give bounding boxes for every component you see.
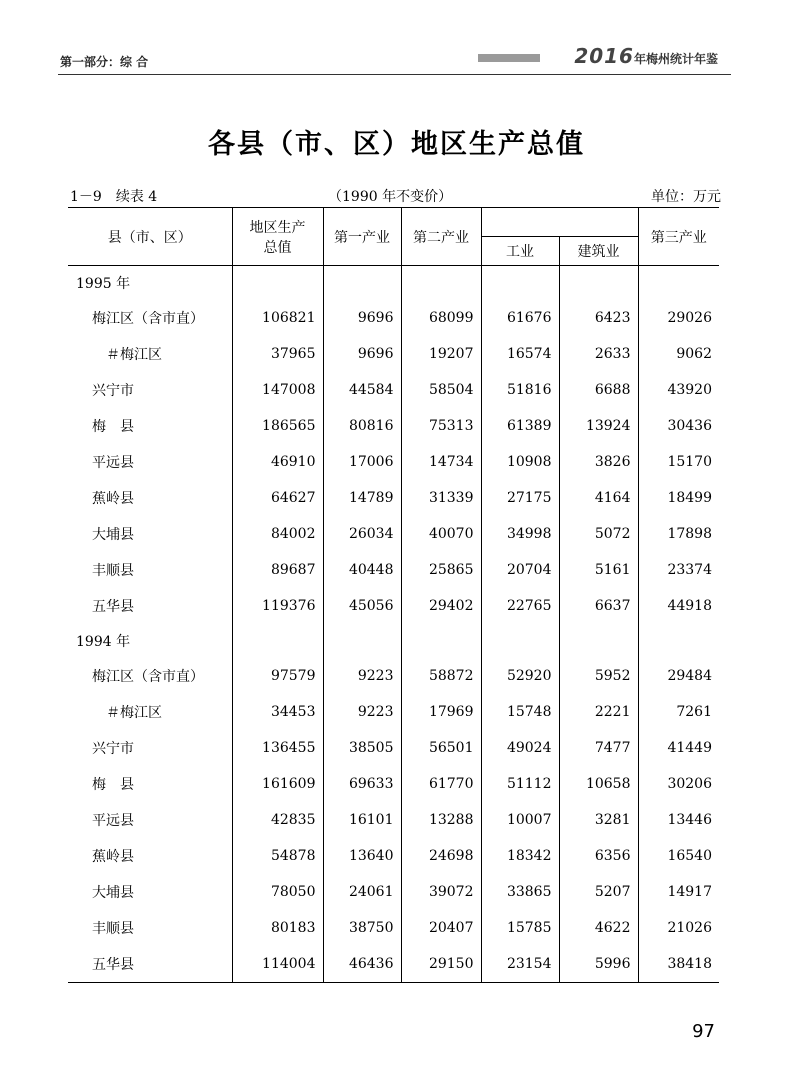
col-county: 县（市、区） — [68, 208, 232, 266]
cell-primary: 26034 — [323, 516, 401, 552]
cell-tertiary: 38418 — [638, 946, 719, 983]
cell-industry: 22765 — [481, 588, 559, 624]
table-row — [68, 946, 719, 983]
cell-primary: 14789 — [323, 480, 401, 516]
row-name: 大埔县 — [92, 527, 134, 543]
table-row — [68, 516, 719, 552]
table-row — [68, 658, 719, 694]
cell-secondary: 39072 — [401, 874, 481, 910]
cell-primary: 13640 — [323, 838, 401, 874]
cell-primary: 46436 — [323, 946, 401, 983]
page-title: 各县（市、区）地区生产总值 — [208, 129, 585, 160]
cell-primary: 80816 — [323, 408, 401, 444]
gdp-table — [68, 207, 719, 983]
cell-construction: 10658 — [559, 766, 638, 802]
cell-gdp: 34453 — [232, 694, 323, 730]
cell-construction: 2221 — [559, 694, 638, 730]
col-secondary: 第二产业 — [401, 208, 481, 266]
cell-tertiary: 29484 — [638, 658, 719, 694]
cell-gdp: 42835 — [232, 802, 323, 838]
cell-tertiary: 14917 — [638, 874, 719, 910]
cell-gdp: 78050 — [232, 874, 323, 910]
row-name: 平远县 — [92, 455, 134, 471]
col-industry: 工业 — [481, 237, 559, 266]
row-name: 蕉岭县 — [92, 849, 134, 865]
cell-primary: 40448 — [323, 552, 401, 588]
cell-construction: 13924 — [559, 408, 638, 444]
row-name: 兴宁市 — [92, 383, 134, 399]
cell-industry: 61389 — [481, 408, 559, 444]
cell-tertiary: 23374 — [638, 552, 719, 588]
cell-construction: 7477 — [559, 730, 638, 766]
cell-industry: 61676 — [481, 300, 559, 336]
cell-tertiary: 13446 — [638, 802, 719, 838]
cell-gdp: 89687 — [232, 552, 323, 588]
cell-industry: 27175 — [481, 480, 559, 516]
cell-primary: 38750 — [323, 910, 401, 946]
cell-construction: 2633 — [559, 336, 638, 372]
row-name: 大埔县 — [92, 885, 134, 901]
table-row — [68, 694, 719, 730]
table-row — [68, 838, 719, 874]
col-gdp-line2: 总值 — [263, 239, 292, 256]
cell-construction: 5072 — [559, 516, 638, 552]
cell-tertiary: 30206 — [638, 766, 719, 802]
col-primary: 第一产业 — [323, 208, 401, 266]
cell-tertiary: 44918 — [638, 588, 719, 624]
row-name: 梅江区（含市直） — [92, 669, 204, 685]
cell-secondary: 58872 — [401, 658, 481, 694]
cell-gdp: 119376 — [232, 588, 323, 624]
page-number: 97 — [692, 1021, 715, 1042]
header-rule — [58, 74, 731, 75]
cell-industry: 18342 — [481, 838, 559, 874]
cell-secondary: 20407 — [401, 910, 481, 946]
table-row — [68, 874, 719, 910]
table-row — [68, 730, 719, 766]
cell-industry: 51112 — [481, 766, 559, 802]
table-row — [68, 300, 719, 336]
col-gdp — [232, 208, 323, 266]
cell-secondary: 19207 — [401, 336, 481, 372]
cell-construction: 5161 — [559, 552, 638, 588]
row-name: ＃梅江区 — [106, 705, 162, 721]
cell-tertiary: 18499 — [638, 480, 719, 516]
row-name: 蕉岭县 — [92, 491, 134, 507]
cell-industry: 10007 — [481, 802, 559, 838]
row-name: 五华县 — [92, 599, 134, 615]
cell-gdp: 37965 — [232, 336, 323, 372]
cell-tertiary: 7261 — [638, 694, 719, 730]
row-name: 梅江区（含市直） — [92, 311, 204, 327]
cell-gdp: 136455 — [232, 730, 323, 766]
row-name: 丰顺县 — [92, 563, 134, 579]
cell-tertiary: 17898 — [638, 516, 719, 552]
row-name: ＃梅江区 — [106, 347, 162, 363]
cell-construction: 6356 — [559, 838, 638, 874]
cell-secondary: 29402 — [401, 588, 481, 624]
table-row — [68, 766, 719, 802]
table-row — [68, 480, 719, 516]
cell-primary: 24061 — [323, 874, 401, 910]
cell-primary: 44584 — [323, 372, 401, 408]
cell-tertiary: 30436 — [638, 408, 719, 444]
cell-primary: 17006 — [323, 444, 401, 480]
cell-industry: 52920 — [481, 658, 559, 694]
cell-tertiary: 41449 — [638, 730, 719, 766]
cell-secondary: 56501 — [401, 730, 481, 766]
cell-construction: 5207 — [559, 874, 638, 910]
year-label: 1995 年 — [76, 276, 131, 292]
col-secondary-sub-header — [481, 208, 638, 237]
cell-construction: 6423 — [559, 300, 638, 336]
cell-gdp: 54878 — [232, 838, 323, 874]
cell-tertiary: 21026 — [638, 910, 719, 946]
cell-primary: 38505 — [323, 730, 401, 766]
table-row — [68, 372, 719, 408]
yearbook-title — [574, 44, 718, 68]
table-row — [68, 802, 719, 838]
cell-gdp: 186565 — [232, 408, 323, 444]
row-name: 五华县 — [68, 946, 232, 983]
cell-tertiary: 29026 — [638, 300, 719, 336]
cell-industry: 51816 — [481, 372, 559, 408]
cell-industry: 16574 — [481, 336, 559, 372]
cell-gdp: 97579 — [232, 658, 323, 694]
col-gdp-line1: 地区生产 — [249, 219, 306, 236]
cell-secondary: 68099 — [401, 300, 481, 336]
cell-primary: 9223 — [323, 658, 401, 694]
cell-primary: 9696 — [323, 336, 401, 372]
cell-primary: 45056 — [323, 588, 401, 624]
cell-tertiary: 16540 — [638, 838, 719, 874]
cell-primary: 16101 — [323, 802, 401, 838]
table-row — [68, 408, 719, 444]
cell-industry: 15748 — [481, 694, 559, 730]
section-label: 第一部分：综 合 — [60, 55, 149, 69]
cell-secondary: 58504 — [401, 372, 481, 408]
cell-construction: 3826 — [559, 444, 638, 480]
header-decor-bar — [478, 54, 540, 62]
cell-secondary: 61770 — [401, 766, 481, 802]
cell-gdp: 114004 — [232, 946, 323, 983]
cell-construction: 4622 — [559, 910, 638, 946]
cell-industry: 10908 — [481, 444, 559, 480]
cell-secondary: 13288 — [401, 802, 481, 838]
table-row — [68, 552, 719, 588]
table-row — [68, 910, 719, 946]
price-basis: （1990 年不变价） — [328, 189, 453, 205]
cell-primary: 9223 — [323, 694, 401, 730]
cell-secondary: 24698 — [401, 838, 481, 874]
cell-gdp: 84002 — [232, 516, 323, 552]
cell-tertiary: 43920 — [638, 372, 719, 408]
table-id: 1－9 续表 4 — [70, 189, 158, 205]
cell-construction: 5996 — [559, 946, 638, 983]
cell-primary: 69633 — [323, 766, 401, 802]
cell-construction: 4164 — [559, 480, 638, 516]
unit-label: 单位：万元 — [651, 189, 721, 205]
cell-industry: 49024 — [481, 730, 559, 766]
row-name: 丰顺县 — [92, 921, 134, 937]
cell-tertiary: 9062 — [638, 336, 719, 372]
col-construction: 建筑业 — [559, 237, 638, 266]
cell-gdp: 147008 — [232, 372, 323, 408]
year-label: 1994 年 — [76, 634, 131, 650]
table-row — [68, 444, 719, 480]
row-name: 兴宁市 — [92, 741, 134, 757]
cell-industry: 20704 — [481, 552, 559, 588]
page-header — [0, 0, 793, 80]
cell-secondary: 17969 — [401, 694, 481, 730]
table-row — [68, 588, 719, 624]
cell-secondary: 75313 — [401, 408, 481, 444]
cell-secondary: 14734 — [401, 444, 481, 480]
cell-gdp: 106821 — [232, 300, 323, 336]
cell-construction: 6637 — [559, 588, 638, 624]
year-row — [68, 266, 719, 301]
yearbook-name: 年梅州统计年鉴 — [633, 52, 718, 66]
cell-gdp: 46910 — [232, 444, 323, 480]
cell-secondary: 29150 — [401, 946, 481, 983]
col-tertiary: 第三产业 — [638, 208, 719, 266]
cell-gdp: 64627 — [232, 480, 323, 516]
cell-construction: 3281 — [559, 802, 638, 838]
cell-industry: 33865 — [481, 874, 559, 910]
cell-secondary: 40070 — [401, 516, 481, 552]
cell-construction: 6688 — [559, 372, 638, 408]
cell-primary: 9696 — [323, 300, 401, 336]
cell-tertiary: 15170 — [638, 444, 719, 480]
cell-secondary: 31339 — [401, 480, 481, 516]
cell-gdp: 80183 — [232, 910, 323, 946]
cell-gdp: 161609 — [232, 766, 323, 802]
cell-construction: 5952 — [559, 658, 638, 694]
cell-secondary: 25865 — [401, 552, 481, 588]
cell-industry: 15785 — [481, 910, 559, 946]
row-name: 梅 县 — [92, 777, 134, 793]
cell-industry: 23154 — [481, 946, 559, 983]
row-name: 梅 县 — [92, 419, 134, 435]
yearbook-year: 2016 — [574, 44, 634, 68]
table-row — [68, 336, 719, 372]
row-name: 平远县 — [92, 813, 134, 829]
cell-industry: 34998 — [481, 516, 559, 552]
year-row — [68, 624, 719, 658]
